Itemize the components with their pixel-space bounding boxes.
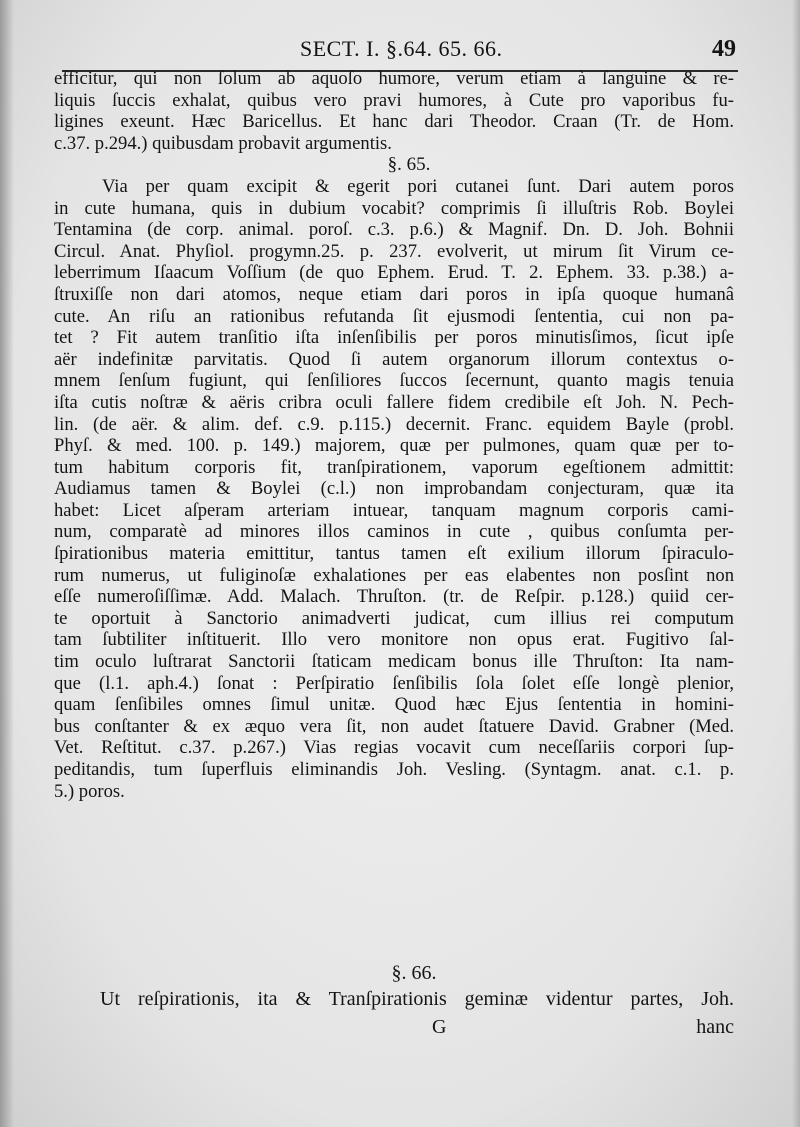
- text-line: tim oculo luſtrarat Sanctorii ſtaticam medicam bonus ille Thruſton: Ita nam-: [54, 651, 734, 673]
- text-line: bus conſtanter & ex æquo vera ſit, non audet ſtatuere David. Grabner (Med.: [54, 715, 734, 737]
- section-heading-65: §. 65.: [387, 154, 431, 176]
- text-line: liquis ſuccis exhalat, quibus vero pravi humores, à Cute pro vaporibus fu-: [54, 89, 734, 111]
- text-line: que (l.1. aph.4.) ſonat : Perſpiratio ſenſibilis ſola ſolet eſſe longè plenior,: [54, 672, 734, 694]
- page-number: 49: [712, 36, 736, 62]
- text-line: num, comparatè ad minores illos caminos in cute , quibus conſumta per-: [54, 521, 734, 543]
- text-line: cute. An riſu an rationibus refutanda ſit ejusmodi ſententia, cui non pa-: [54, 305, 734, 327]
- text-line: efficitur, qui non ſolum ab aquoſo humore, verum etiam à ſanguine & re-: [54, 68, 734, 89]
- text-line: quam ſenſibiles omnes ſimul unitæ. Quod hæc Ejus ſententia in homini-: [54, 694, 734, 716]
- text-line: Via per quam excipit & egerit pori cutanei ſunt. Dari autem poros: [102, 175, 734, 197]
- text-line: tet ? Fit autem tranſitio iſta inſenſibilis per poros minutisſimos, ſicut ipſe: [54, 327, 734, 349]
- page-edge-shadow-right: [792, 0, 800, 1127]
- running-head-title: SECT. I. §.64. 65. 66.: [300, 36, 503, 61]
- text-line: te oportuit à Sanctorio animadverti judicat, cum illius rei computum: [54, 607, 734, 629]
- text-line-final: Ut reſpirationis, ita & Tranſpirationis geminæ videntur partes, Joh.: [100, 988, 734, 1010]
- text-line: habet: Licet aſperam arteriam intuear, tanquam magnum corporis cami-: [54, 499, 734, 521]
- text-line: eſſe numeroſiſſimæ. Add. Malach. Thruſton. (tr. de Reſpir. p.128.) quiid cer-: [54, 586, 734, 608]
- signature-mark: G: [432, 1016, 447, 1038]
- text-line: ſtruxiſſe non dari atomos, neque etiam dari poros in ipſa quoque humanâ: [54, 283, 734, 305]
- text-line: Tentamina (de corp. animal. poroſ. c.3. p.6.) & Magnif. Dn. D. Joh. Bohnii: [54, 219, 734, 241]
- page-edge-shadow-left: [0, 0, 14, 1127]
- text-line: lin. (de aër. & alim. def. c.9. p.115.) decernit. Franc. equidem Bayle (probl.: [54, 413, 734, 435]
- text-line: Audiamus tamen & Boylei (c.l.) non improbandam conjecturam, quæ ita: [54, 478, 734, 500]
- text-line: c.37. p.294.) quibusdam probavit argumentis.: [54, 132, 392, 154]
- text-line: Phyſ. & med. 100. p. 149.) majorem, quæ per pulmones, quam quæ per to-: [54, 435, 734, 457]
- main-text-block: [54, 68, 734, 802]
- catchword: hanc: [696, 1016, 734, 1038]
- text-line: in cute humana, quis in dubium vocabit? comprimis ſi illuſtris Rob. Boylei: [54, 197, 734, 219]
- section-heading-66: §. 66.: [391, 962, 437, 984]
- text-line: rum numerus, ut fuliginoſæ exhalationes per eas elabentes non posſint non: [54, 564, 734, 586]
- text-line: iſta cutis noſtræ & aëris cribra oculi fallere fidem credibile eſt Joh. N. Pech-: [54, 391, 734, 413]
- text-line: tam ſubtiliter inſtituerit. Illo vero monitore non opus erat. Fugitivo ſal-: [54, 629, 734, 651]
- text-line: 5.) poros.: [54, 780, 125, 802]
- text-line: Circul. Anat. Phyſiol. progymn.25. p. 237. evolverit, ut mirum ſit Virum ce-: [54, 240, 734, 262]
- text-line: aër indefinitæ parvitatis. Quod ſi autem organorum illorum contextus o-: [54, 348, 734, 370]
- text-line: mnem ſenſum fugiunt, qui ſenſiliores ſuccos ſecernunt, quanto magis tenuia: [54, 370, 734, 392]
- text-line: Vet. Reſtitut. c.37. p.267.) Vias regias vocavit cum neceſſariis corpori ſup-: [54, 737, 734, 759]
- text-line: ſpirationibus materia emittitur, tantus tamen eſt exilium illorum ſpiraculo-: [54, 543, 734, 565]
- text-line: peditandis, tum ſuperfluis eliminandis Joh. Vesling. (Syntagm. anat. c.1. p.: [54, 759, 734, 780]
- text-line: tum habitum corporis fit, tranſpirationem, vaporum egeſtionem admittit:: [54, 456, 734, 478]
- text-line: ligines exeunt. Hæc Baricellus. Et hanc dari Theodor. Craan (Tr. de Hom.: [54, 111, 734, 133]
- running-header: [60, 36, 740, 70]
- text-line: leberrimum Iſaacum Voſſium (de quo Ephem. Erud. T. 2. Ephem. 33. p.38.) a-: [54, 262, 734, 284]
